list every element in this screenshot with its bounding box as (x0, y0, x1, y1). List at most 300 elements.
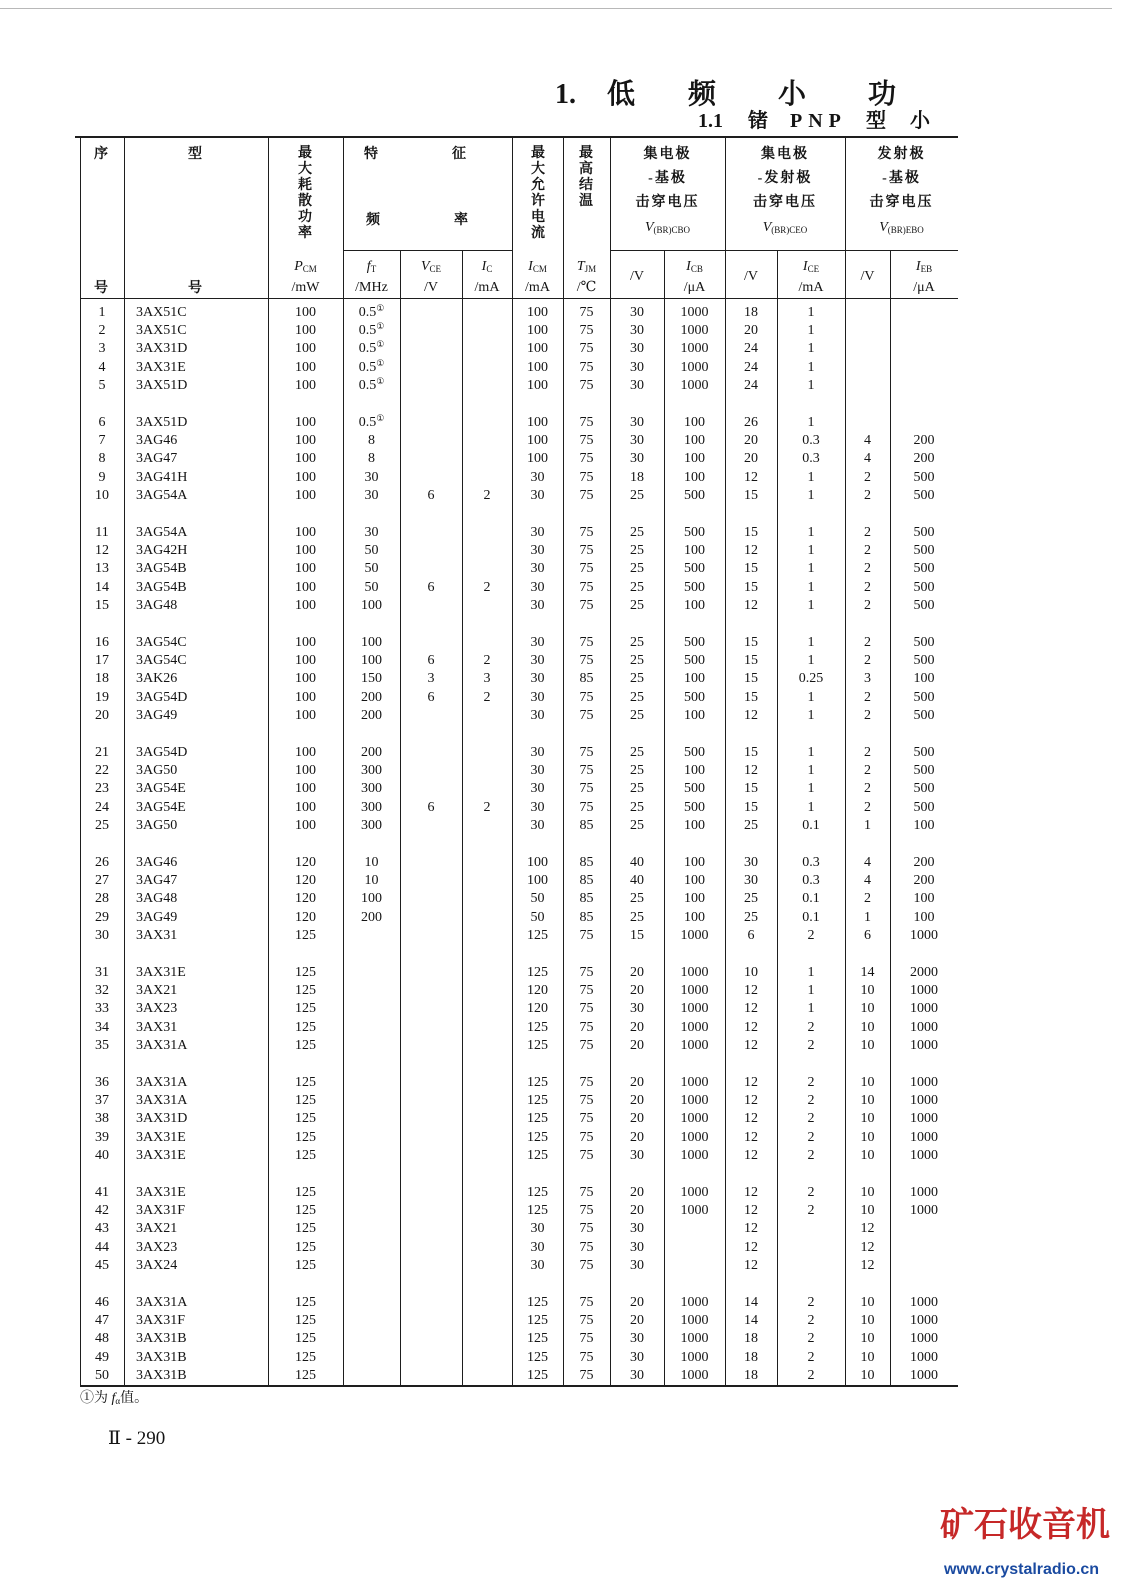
cell-ieb: 1000 (910, 1147, 938, 1163)
cell-icm: 30 (530, 1239, 545, 1255)
cell-pcm: 100 (295, 817, 316, 833)
cell-model: 3AG54B (136, 561, 187, 577)
header-group-rule (343, 250, 512, 251)
cell-vebo: 2 (864, 707, 871, 723)
cell-vebo: 10 (860, 1203, 875, 1219)
cell-pcm: 100 (295, 341, 316, 357)
cell-model: 3AX31D (136, 341, 188, 357)
cell-vcbo: 30 (630, 1221, 644, 1237)
header-tjm-label: 最高结温 (579, 146, 593, 209)
cell-vcbo: 30 (630, 1349, 644, 1365)
header-vce-unit: /V (424, 280, 438, 295)
cell-icb: 1000 (680, 927, 709, 943)
cell-icb: 100 (684, 855, 705, 870)
table-row (0, 1110, 960, 1128)
cell-icm: 100 (527, 305, 548, 320)
header-model: 号 (188, 281, 204, 296)
cell-pcm: 125 (295, 1129, 316, 1145)
cell-ieb: 500 (913, 579, 935, 595)
header-ice-unit: /mA (798, 280, 824, 295)
header-tjm-unit: /℃ (576, 280, 597, 295)
cell-ft: 0.5① (358, 303, 385, 320)
cell-vebo: 2 (864, 781, 871, 797)
cell-seq: 11 (95, 525, 109, 540)
cell-model: 3AX23 (136, 1239, 178, 1255)
table-row (0, 670, 960, 688)
cell-model: 3AX51D (136, 415, 188, 430)
table-row (0, 1349, 960, 1367)
cell-vebo: 10 (860, 1129, 875, 1145)
cell-icb: 500 (684, 487, 705, 503)
cell-pcm: 125 (295, 1367, 316, 1383)
cell-pcm: 100 (295, 415, 316, 430)
cell-ice: 1 (807, 359, 815, 375)
cell-vcbo: 30 (630, 415, 644, 430)
cell-icb: 100 (684, 543, 705, 559)
cell-icb: 1000 (680, 1129, 709, 1145)
header-seq: 号 (94, 281, 110, 296)
cell-ft: 30 (364, 487, 379, 503)
cell-vebo: 10 (860, 1001, 875, 1017)
cell-tjm: 75 (579, 525, 594, 540)
cell-vebo: 10 (860, 1111, 875, 1127)
cell-ft: 0.5① (358, 339, 385, 357)
cell-tjm: 75 (579, 1037, 594, 1053)
table-row (0, 432, 960, 450)
cell-ieb: 500 (913, 745, 935, 760)
cell-vceo: 15 (744, 579, 758, 595)
cell-vceo: 12 (744, 1147, 758, 1163)
cell-ice: 2 (807, 1129, 815, 1145)
watermark-logo-text: 矿石收音机 (940, 1507, 1110, 1544)
cell-tjm: 75 (579, 561, 594, 577)
table-row (0, 1000, 960, 1018)
cell-vebo: 2 (864, 635, 871, 650)
cell-model: 3AG54D (136, 689, 188, 705)
cell-icm: 30 (530, 543, 545, 559)
cell-icb: 100 (684, 763, 705, 779)
cell-tjm: 75 (579, 579, 594, 595)
cell-ft: 300 (361, 781, 382, 797)
cell-ieb: 500 (913, 653, 935, 669)
cell-icb: 500 (684, 579, 705, 595)
cell-ice: 1 (807, 305, 815, 320)
cell-vcbo: 25 (630, 653, 644, 669)
table-row (0, 817, 960, 835)
cell-ieb: 1000 (910, 1295, 938, 1310)
cell-vceo: 15 (744, 653, 758, 669)
cell-model: 3AG46 (136, 433, 178, 449)
cell-ft: 300 (361, 799, 382, 815)
cell-vcbo: 30 (630, 1239, 644, 1255)
cell-vebo: 2 (864, 487, 871, 503)
cell-icm: 125 (527, 1147, 548, 1163)
cell-tjm: 75 (579, 323, 594, 339)
table-row (0, 1184, 960, 1202)
cell-model: 3AX51C (136, 305, 187, 320)
cell-tjm: 85 (579, 817, 594, 833)
cell-model: 3AG49 (136, 909, 178, 925)
cell-vebo: 14 (860, 965, 875, 980)
cell-pcm: 100 (295, 799, 316, 815)
cell-ieb: 1000 (910, 983, 938, 999)
cell-ieb: 100 (913, 817, 935, 833)
table-row (0, 450, 960, 468)
cell-seq: 9 (98, 469, 106, 485)
cell-icb: 1000 (680, 323, 709, 339)
table-row (0, 597, 960, 615)
header-freq-group: 率 (454, 213, 470, 228)
cell-icb: 100 (684, 469, 705, 485)
cell-seq: 35 (95, 1037, 109, 1053)
cell-vceo: 12 (744, 1111, 758, 1127)
title-char: 低 (607, 79, 636, 110)
header-model: 型 (188, 147, 204, 162)
table-row (0, 542, 960, 560)
table-row (0, 982, 960, 1000)
header-ice-symbol: $I_{CE}$ (802, 259, 820, 274)
cell-seq: 33 (95, 1001, 109, 1017)
cell-tjm: 75 (579, 1257, 594, 1273)
table-row (0, 890, 960, 908)
cell-vceo: 24 (744, 359, 758, 375)
cell-tjm: 75 (579, 433, 594, 449)
cell-model: 3AX31 (136, 1019, 178, 1035)
cell-model: 3AX51D (136, 377, 188, 393)
cell-vebo: 10 (860, 1019, 875, 1035)
cell-icb: 1000 (680, 359, 709, 375)
cell-seq: 38 (95, 1111, 109, 1127)
cell-seq: 31 (95, 965, 109, 980)
cell-model: 3AX31E (136, 1185, 186, 1200)
cell-tjm: 75 (579, 487, 594, 503)
cell-vceo: 12 (744, 543, 758, 559)
cell-vceo: 25 (744, 817, 758, 833)
cell-vceo: 12 (744, 707, 758, 723)
cell-tjm: 85 (579, 891, 594, 907)
cell-tjm: 75 (579, 1349, 594, 1365)
cell-seq: 46 (95, 1295, 109, 1310)
cell-vebo: 12 (860, 1239, 875, 1255)
subtitle-char: 小 (910, 110, 930, 132)
cell-pcm: 100 (295, 763, 316, 779)
cell-vceo: 20 (744, 323, 758, 339)
cell-seq: 26 (95, 855, 109, 870)
cell-icm: 120 (527, 983, 548, 999)
cell-vebo: 2 (864, 561, 871, 577)
header-vebo-unit: /V (860, 269, 875, 284)
cell-icm: 30 (530, 707, 545, 723)
cell-vebo: 2 (864, 689, 871, 705)
cell-tjm: 75 (579, 1313, 594, 1329)
cell-vceo: 12 (744, 763, 758, 779)
cell-model: 3AX31B (136, 1367, 187, 1383)
cell-vceo: 12 (744, 1221, 758, 1237)
cell-vceo: 15 (744, 799, 758, 815)
cell-icb: 100 (684, 451, 705, 467)
cell-icb: 1000 (680, 305, 709, 320)
cell-ft: 8 (368, 433, 375, 449)
cell-vce: 3 (427, 671, 435, 687)
cell-vebo: 2 (864, 543, 871, 559)
cell-seq: 10 (95, 487, 109, 503)
cell-tjm: 75 (579, 359, 594, 375)
cell-vebo: 2 (864, 525, 871, 540)
cell-ic: 3 (483, 671, 491, 687)
table-row (0, 780, 960, 798)
cell-icb: 500 (684, 745, 705, 760)
cell-ieb: 500 (913, 763, 935, 779)
cell-ieb: 500 (913, 543, 935, 559)
cell-model: 3AX31A (136, 1075, 188, 1090)
table-row (0, 909, 960, 927)
cell-vebo: 4 (864, 855, 871, 870)
cell-pcm: 100 (295, 323, 316, 339)
cell-vcbo: 40 (630, 873, 644, 889)
cell-icb: 100 (684, 909, 705, 925)
cell-ice: 2 (807, 1093, 815, 1109)
cell-vcbo: 20 (630, 1037, 644, 1053)
cell-vcbo: 20 (630, 1019, 644, 1035)
cell-pcm: 125 (295, 1111, 316, 1127)
cell-seq: 2 (98, 323, 106, 339)
cell-icm: 30 (530, 469, 545, 485)
cell-vceo: 14 (744, 1295, 758, 1310)
cell-ice: 0.3 (802, 433, 820, 449)
cell-tjm: 75 (579, 707, 594, 723)
cell-vebo: 4 (864, 433, 871, 449)
cell-seq: 1 (98, 305, 106, 320)
cell-ft: 30 (364, 469, 379, 485)
cell-ft: 300 (361, 817, 382, 833)
cell-model: 3AG54E (136, 781, 186, 797)
cell-ice: 1 (807, 1001, 815, 1017)
cell-ice: 2 (807, 1331, 815, 1347)
header-freq-group: 特 (364, 147, 380, 162)
cell-model: 3AX31E (136, 359, 186, 375)
cell-vebo: 10 (860, 1147, 875, 1163)
cell-pcm: 125 (295, 1203, 316, 1219)
cell-seq: 12 (95, 543, 109, 559)
cell-tjm: 75 (579, 1019, 594, 1035)
table-row (0, 414, 960, 432)
cell-tjm: 75 (579, 1239, 594, 1255)
cell-vebo: 2 (864, 653, 871, 669)
cell-ice: 2 (807, 927, 815, 943)
table-row (0, 1129, 960, 1147)
cell-icm: 30 (530, 763, 545, 779)
cell-icm: 30 (530, 653, 545, 669)
cell-ieb: 500 (913, 469, 935, 485)
cell-pcm: 125 (295, 1147, 316, 1163)
cell-model: 3AG54A (136, 525, 188, 540)
cell-vcbo: 40 (630, 855, 644, 870)
cell-icm: 125 (527, 1203, 548, 1219)
cell-vcbo: 30 (630, 341, 644, 357)
cell-icb: 1000 (680, 1295, 709, 1310)
cell-seq: 48 (95, 1331, 109, 1347)
cell-ice: 2 (807, 1019, 815, 1035)
header-ebo-symbol: $V_{(BR)EBO}$ (879, 220, 924, 235)
table-row (0, 469, 960, 487)
cell-vcbo: 25 (630, 891, 644, 907)
cell-ice: 1 (807, 525, 815, 540)
header-pcm-unit: /mW (291, 280, 320, 295)
cell-pcm: 125 (295, 1221, 316, 1237)
cell-icb: 1000 (680, 1313, 709, 1329)
cell-icm: 100 (527, 341, 548, 357)
cell-ice: 0.1 (802, 817, 820, 833)
cell-vcbo: 25 (630, 597, 644, 613)
cell-vceo: 24 (744, 377, 758, 393)
cell-pcm: 125 (295, 1239, 316, 1255)
footnote-mark: ① (376, 413, 385, 423)
cell-tjm: 75 (579, 1221, 594, 1237)
table-row (0, 1312, 960, 1330)
header-ceo-line: 集电极 (761, 147, 809, 162)
cell-icb: 500 (684, 799, 705, 815)
cell-vebo: 4 (864, 451, 871, 467)
cell-icm: 30 (530, 525, 545, 540)
cell-vebo: 10 (860, 1185, 875, 1200)
cell-tjm: 75 (579, 689, 594, 705)
cell-vce: 6 (427, 579, 435, 595)
cell-seq: 47 (95, 1313, 109, 1329)
cell-icb: 100 (684, 671, 705, 687)
cell-ic: 2 (483, 653, 491, 669)
cell-pcm: 100 (295, 707, 316, 723)
cell-icb: 100 (684, 891, 705, 907)
cell-vceo: 12 (744, 1001, 758, 1017)
cell-vebo: 2 (864, 597, 871, 613)
cell-icm: 125 (527, 1075, 548, 1090)
cell-ft: 50 (364, 543, 379, 559)
cell-vceo: 18 (744, 1367, 758, 1383)
cell-icm: 30 (530, 1257, 545, 1273)
cell-pcm: 125 (295, 1185, 316, 1200)
cell-ieb: 500 (913, 597, 935, 613)
cell-seq: 13 (95, 561, 109, 577)
cell-seq: 40 (95, 1147, 109, 1163)
cell-vcbo: 25 (630, 671, 644, 687)
cell-ice: 1 (807, 707, 815, 723)
cell-tjm: 75 (579, 799, 594, 815)
cell-vcbo: 30 (630, 305, 644, 320)
scan-edge-line (0, 8, 1112, 9)
cell-icm: 125 (527, 1313, 548, 1329)
cell-vcbo: 25 (630, 525, 644, 540)
cell-icb: 500 (684, 525, 705, 540)
cell-icm: 125 (527, 927, 548, 943)
cell-vcbo: 30 (630, 1257, 644, 1273)
cell-ic: 2 (483, 487, 491, 503)
table-row (0, 322, 960, 340)
cell-icb: 1000 (680, 965, 709, 980)
cell-icb: 1000 (680, 1093, 709, 1109)
cell-ice: 1 (807, 377, 815, 393)
cell-vebo: 12 (860, 1257, 875, 1273)
cell-icb: 100 (684, 415, 705, 430)
cell-vebo: 2 (864, 799, 871, 815)
cell-tjm: 85 (579, 909, 594, 925)
header-ebo-line: 击穿电压 (869, 195, 934, 210)
cell-icm: 30 (530, 561, 545, 577)
title-char: 小 (778, 79, 807, 110)
cell-vceo: 15 (744, 689, 758, 705)
cell-ic: 2 (483, 689, 491, 705)
cell-pcm: 100 (295, 359, 316, 375)
cell-model: 3AX31E (136, 1129, 186, 1145)
table-row (0, 872, 960, 890)
cell-icm: 125 (527, 965, 548, 980)
cell-model: 3AG54C (136, 635, 187, 650)
cell-vebo: 3 (864, 671, 871, 687)
cell-seq: 6 (98, 415, 106, 430)
cell-seq: 16 (95, 635, 109, 650)
cell-icm: 30 (530, 635, 545, 650)
cell-vebo: 2 (864, 745, 871, 760)
cell-ice: 1 (807, 653, 815, 669)
header-icm-label: 最大允许电流 (531, 146, 545, 241)
cell-ieb: 1000 (910, 1185, 938, 1200)
cell-seq: 14 (95, 579, 109, 595)
cell-icb: 1000 (680, 1349, 709, 1365)
cell-vebo: 10 (860, 1349, 875, 1365)
cell-ice: 1 (807, 965, 815, 980)
cell-ice: 2 (807, 1203, 815, 1219)
cell-vcbo: 20 (630, 1185, 644, 1200)
cell-icm: 50 (530, 891, 545, 907)
cell-seq: 18 (95, 671, 109, 687)
cell-icb: 100 (684, 433, 705, 449)
cell-icb: 500 (684, 561, 705, 577)
cell-model: 3AG54A (136, 487, 188, 503)
cell-model: 3AX31E (136, 965, 186, 980)
cell-ieb: 100 (913, 671, 935, 687)
cell-vcbo: 20 (630, 1203, 644, 1219)
cell-ft: 200 (361, 707, 382, 723)
cell-pcm: 100 (295, 689, 316, 705)
cell-vcbo: 20 (630, 1129, 644, 1145)
cell-seq: 32 (95, 983, 109, 999)
cell-ieb: 500 (913, 707, 935, 723)
header-ic-unit: /mA (474, 280, 500, 295)
cell-icm: 100 (527, 433, 548, 449)
cell-vebo: 2 (864, 763, 871, 779)
cell-icm: 125 (527, 1295, 548, 1310)
cell-ice: 1 (807, 579, 815, 595)
cell-ieb: 100 (913, 891, 935, 907)
table-row (0, 340, 960, 358)
cell-ice: 1 (807, 635, 815, 650)
cell-ieb: 1000 (910, 1331, 938, 1347)
cell-ft: 10 (364, 873, 379, 889)
cell-model: 3AX31A (136, 1295, 188, 1310)
cell-tjm: 75 (579, 305, 594, 320)
cell-seq: 36 (95, 1075, 109, 1090)
table-top-rule (75, 136, 958, 138)
footnote-mark: ① (376, 321, 385, 332)
cell-seq: 4 (98, 359, 106, 375)
cell-pcm: 100 (295, 469, 316, 485)
cell-ft: 150 (361, 671, 382, 687)
cell-seq: 34 (95, 1019, 109, 1035)
cell-pcm: 125 (295, 1313, 316, 1329)
header-ieb-unit: /μA (913, 280, 935, 295)
cell-ft: 300 (361, 763, 382, 779)
cell-vceo: 10 (744, 965, 758, 980)
cell-model: 3AX21 (136, 983, 178, 999)
